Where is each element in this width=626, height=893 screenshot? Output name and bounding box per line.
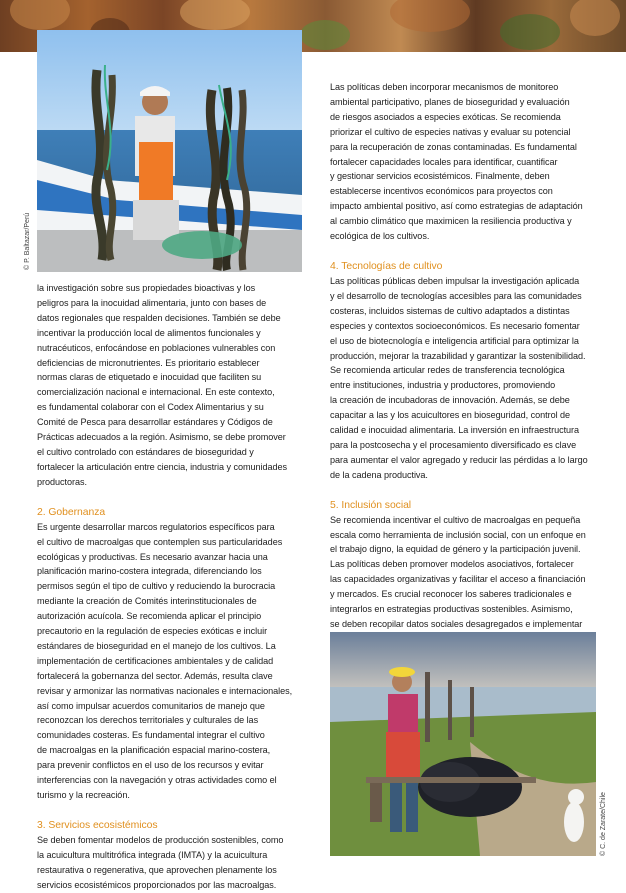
text-line: la investigación sobre sus propiedades bioactivas y los <box>37 283 256 293</box>
right-intro-paragraph <box>330 80 600 244</box>
text-line: mediante la creación de Comités interinstitucionales de <box>37 596 257 607</box>
text-line: autorización acuícola. Se recomienda aplicar el principio <box>37 611 262 622</box>
text-line: Las políticas deben promover modelos asociativos, fortalecer <box>330 559 574 570</box>
text-line: estándares de bioseguridad en el manejo de los cultivos. La <box>37 640 276 651</box>
section-heading-servicios-ecosistemicos: 3. Servicios ecosistémicos <box>37 819 158 831</box>
text-line: Las políticas públicas deben impulsar la investigación aplicada <box>330 275 580 286</box>
text-line: implementación de certificaciones ambientales y de calidad <box>37 655 274 666</box>
text-line: fortalecer la articulación entre ciencia, industria y comunidades <box>37 461 287 472</box>
text-line: Es urgente desarrollar marcos regulatorios específicos para <box>37 521 275 532</box>
section-heading-tecnologias: 4. Tecnologías de cultivo <box>330 260 443 272</box>
text-line: Se recomienda articular redes de transferencia tecnológica <box>330 365 565 376</box>
text-line: productoras. <box>37 476 87 487</box>
text-line: revisar y armonizar las normativas nacionales e internacionales, <box>37 685 293 696</box>
text-line: Comité de Pesca para desarrollar estándares y Códigos de <box>37 417 273 428</box>
photo-credit-bottom: © C. de Zarate/Chile <box>600 792 607 856</box>
photo-fisherman-boat <box>37 30 302 272</box>
text-line: establecerse incentivos económicos para proyectos con <box>330 186 553 197</box>
text-line: turismo y la recreación. <box>37 790 130 800</box>
text-line: nutracéuticos, enfocándose en poblaciones vulnerables con <box>37 342 276 353</box>
text-line: integrarlos en estrategias productivas sostenibles. Asimismo, <box>330 604 573 615</box>
text-line: restaurativa o regenerativa, que aprovechen plenamente los <box>37 864 277 875</box>
text-line: y mercados. Es crucial reconocer los saberes tradicionales e <box>330 589 572 600</box>
text-line: datos regionales que respalden decisiones. También se debe <box>37 312 281 323</box>
text-line: comunidades costeras. Es fundamental integrar el cultivo <box>37 730 265 741</box>
text-line: interferencias con la navegación y otras actividades como el <box>37 775 277 786</box>
text-line: calidad e inocuidad alimentaria. La inversión en infraestructura <box>330 425 580 436</box>
text-line: comercialización nacional e internacional. En este contexto, <box>37 387 275 398</box>
text-line: las capacidades organizativas y facilitar el acceso a financiación <box>330 574 586 585</box>
text-line: al cambio climático que maximicen la resiliencia productiva y <box>330 216 572 227</box>
text-line: para la postcosecha y el procesamiento diversificado es clave <box>330 439 577 450</box>
text-line: servicios ecosistémicos proporcionados por las macroalgas. <box>37 879 277 890</box>
text-line: especies y contextos socioeconómicos. Es necesario fomentar <box>330 320 580 331</box>
text-line: reconozcan los derechos territoriales y culturales de las <box>37 715 259 726</box>
text-line: peligros para la inocuidad alimentaria, junto con bases de <box>37 297 267 308</box>
text-line: el uso de biotecnología e inteligencia artificial para optimizar la <box>330 335 579 346</box>
text-line: la acuicultura multitrófica integrada (IMTA) y la acuicultura <box>37 849 268 860</box>
text-line: para prevenir conflictos en el uso de los recursos y evitar <box>37 760 264 771</box>
text-line: Se deben fomentar modelos de producción sostenibles, como <box>37 834 284 845</box>
text-line: Las políticas deben incorporar mecanismos de monitoreo <box>330 82 559 92</box>
section-heading-gobernanza: 2. Gobernanza <box>37 506 106 518</box>
fisherman-photo-illustration <box>37 30 302 272</box>
text-line: para la recuperación de zonas contaminadas. Es fundamental <box>330 141 577 152</box>
text-line: priorizar el cultivo de especies nativas y evaluar su potencial <box>330 126 571 137</box>
text-line: fortalecerá la gobernanza del sector. Además, resulta clave <box>37 670 273 681</box>
text-line: ecológica de los cultivos. <box>330 231 430 242</box>
text-line: fortalecer capacidades locales para identificar, cuantificar <box>330 156 558 167</box>
text-line: incentivar la producción local de alimentos funcionales y <box>37 327 261 338</box>
text-line: la creación de incubadoras de innovación. Además, se debe <box>330 395 570 406</box>
text-line: el cultivo controlado con estándares de bioseguridad y <box>37 446 254 457</box>
left-intro-paragraph <box>37 281 305 490</box>
text-line: escala como herramienta de inclusión social, con un enfoque en <box>330 529 586 540</box>
text-line: permisos según el tipo de cultivo y reduciendo la burocracia <box>37 581 276 592</box>
text-line: producción, mejorar la trazabilidad y garantizar la sostenibilidad. <box>330 350 586 361</box>
text-line: de la cadena productiva. <box>330 469 428 480</box>
right-column <box>330 80 600 662</box>
text-line: Se recomienda incentivar el cultivo de macroalgas en pequeña <box>330 514 581 525</box>
text-line: así como impulsar acuerdos comunitarios de manejo que <box>37 700 265 711</box>
text-line: el trabajo digno, la equidad de género y la participación juvenil. <box>330 544 581 555</box>
left-column <box>37 281 305 893</box>
text-line: se deben recopilar datos sociales desagregados e implementar <box>330 619 583 629</box>
text-line: es fundamental colaborar con el Codex Alimentarius y su <box>37 402 264 413</box>
text-line: para aumentar el valor agregado y reducir las pérdidas a lo largo <box>330 454 588 465</box>
text-line: y gestionar servicios ecosistémicos. Finalmente, deben <box>330 171 550 182</box>
text-line: normas claras de etiquetado e inocuidad que faciliten su <box>37 372 262 383</box>
gobernanza-paragraph <box>37 520 305 803</box>
text-line: deficiencias de micronutrientes. Es prioritario establecer <box>37 357 260 368</box>
text-line: capacitar a las y los acuicultores en bioseguridad, control de <box>330 410 571 421</box>
text-line: de riesgos asociados a especies exóticas. Se recomienda <box>330 111 561 122</box>
text-line: entre instituciones, industria y productores, promoviendo <box>330 380 556 391</box>
text-line: Prácticas adecuados a la región. Asimismo, se debe promover <box>37 432 286 443</box>
photo-woman-seaweed-coast <box>330 632 596 856</box>
servicios-paragraph <box>37 833 305 893</box>
text-line: planificación marino-costera integrada, diferenciando los <box>37 566 262 577</box>
photo-credit-top: © P. Baltazar/Perú <box>24 212 31 270</box>
text-line: impacto ambiental positivo, así como estrategias de adaptación <box>330 201 583 212</box>
text-line: y el desarrollo de tecnologías accesibles para las comunidades <box>330 290 582 301</box>
text-line: de macroalgas en la planificación espacial marino-costera, <box>37 745 271 756</box>
text-line: precautorio en la regulación de especies exóticas e incluir <box>37 626 268 637</box>
woman-photo-illustration <box>330 632 596 856</box>
tecnologias-paragraph <box>330 274 600 483</box>
text-line: costeras, incluidos sistemas de cultivo adaptados a distintas <box>330 305 570 316</box>
section-heading-inclusion-social: 5. Inclusión social <box>330 499 412 511</box>
text-line: ecológicas y productivas. Es necesario avanzar hacia una <box>37 551 268 562</box>
text-line: ambiental participativo, planes de bioseguridad y evaluación <box>330 96 570 107</box>
text-line: el cultivo de macroalgas que contemplen sus particularidades <box>37 536 283 547</box>
